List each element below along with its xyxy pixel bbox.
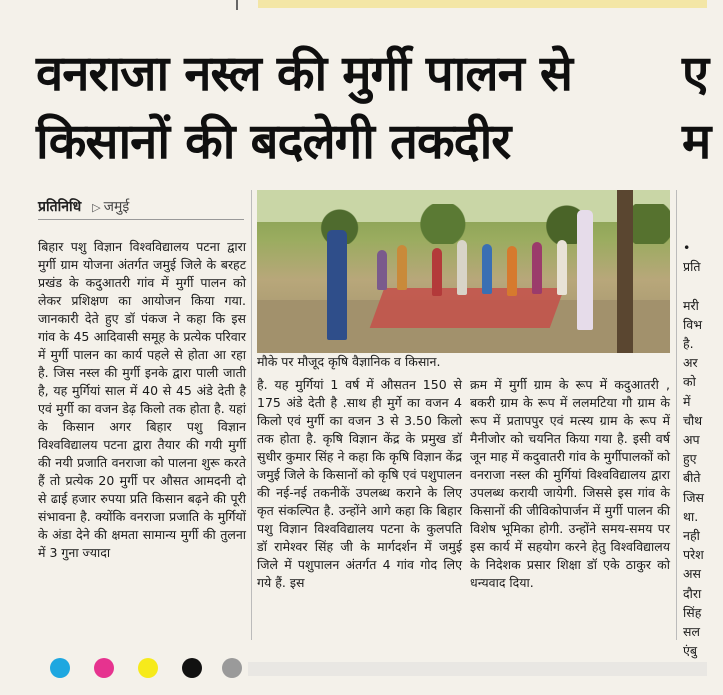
- byline-rule: [38, 219, 244, 220]
- photo-caption: मौके पर मौजूद कृषि वैज्ञानिक व किसान.: [257, 354, 441, 369]
- column-divider: [236, 0, 238, 10]
- article-column-2: है. यह मुर्गियां 1 वर्ष में औसतन 150 से 175 अंडे देती है .साथ ही मुर्गे का वजन 4 किलो एवं मुर्गी का वजन 3 से 3.50 किलो तक होता है. कृषि विज्ञान केंद्र के प्रमुख डॉ सुधीर कुमार सिंह ने कहा कि कृषि विज्ञान केंद्र जमुई जिले के किसानों को कृषि एवं पशुपालन की नई-नई तकनीकें उपलब्ध कराने के लिए कृत संकल्पित है. उन्होंने आगे कहा कि बिहार पशु विज्ञान विश्वविद्यालय पटना के कुलपति डॉ रामेश्वर सिंह जी के मार्गदर्शन में जमुई जिले में पशुपालन अंतर्गत 4 गांव गोद लिए गये हैं. इस: [257, 377, 462, 590]
- byline-place: ▷ जमुई: [92, 199, 129, 215]
- headline: वनराजा नस्ल की मुर्गी पालन से किसानों की बदलेगी तकदीर: [36, 45, 572, 170]
- column-rule: [251, 190, 252, 640]
- yellow-registration-dot: [138, 658, 158, 678]
- magenta-registration-dot: [94, 658, 114, 678]
- news-photo-farmers-training: [257, 190, 670, 353]
- adjacent-article-headline-fragment: ए म: [682, 45, 712, 170]
- byline: [38, 197, 129, 216]
- adjacent-article-column-fragment: • प्रति मरी विभ है. अर को में चौथ अप हुए बीते जिस था. नही परेश अस दौरा सिंह सल एंबु: [683, 240, 704, 659]
- article-column-1: बिहार पशु विज्ञान विश्वविद्यालय पटना द्वारा मुर्गी ग्राम योजना अंतर्गत जमुई जिले के बरहट प्रखंड के कदुआतरी गांव में मुर्गी पालन को लेकर प्रशिक्षण का आयोजन किया गया. जानकारी देते हुए डॉ पंकज ने कहा कि इस गांव के 45 आदिवासी समूह के प्रत्येक परिवार में मुर्गी पालन का कार्य पहले से होता आ रहा है. जिस नस्ल की मुर्गी इनके द्वारा पाली जाती है, यह मुर्गियां साल में 40 से 45 अंडे देती है एवं मुर्गी का वजन डेढ़ किलो तक होता है. यहां के किसान अगर बिहार पशु विज्ञान विश्वविद्यालय पटना द्वारा तैयार की गयी मुर्गी की नयी प्रजाति वनराजा को पालना शुरू करते हैं तो प्रत्येक 20 मुर्गी पर औसत आमदनी दो से ढाई हजार रुपया प्रति किसान बढ़ने की पूरी संभावना है. क्योंकि वनराजा प्रजाति के मुर्गियों के अंडा देने की क्षमता सामान्य मुर्गी की तुलना में 3 गुना ज्यादा: [38, 239, 246, 560]
- black-registration-dot: [182, 658, 202, 678]
- gray-registration-dot: [222, 658, 242, 678]
- top-color-strip: [0, 0, 707, 10]
- cyan-registration-dot: [50, 658, 70, 678]
- article-column-3: क्रम में मुर्गी ग्राम के रूप में कदुआतरी , बकरी ग्राम के रूप में ललमटिया गौ ग्राम के रूप में प्रतापपुर एवं मत्स्य ग्राम के रूप में मैनीजोर को चयनित किया गया है. इसी वर्ष जून माह में कदुवातरी गांव के मुर्गीपालकों को वनराजा नस्ल की मुर्गियां विश्वविद्यालय द्वारा उपलब्ध करायी जायेगी. जिससे इस गांव के किसानों की जीविकोपार्जन में मुर्गी पालन की विशेष भूमिका होगी. उन्होंने समय-समय पर इस कार्य में सहयोग करने हेतु विश्वविद्यालय के निदेशक प्रसार शिक्षा डॉ एके ठाकुर को धन्यवाद दिया.: [470, 377, 670, 590]
- byline-label: प्रतिनिधि: [38, 199, 82, 215]
- column-rule: [676, 190, 677, 640]
- footer-strip: [248, 662, 707, 676]
